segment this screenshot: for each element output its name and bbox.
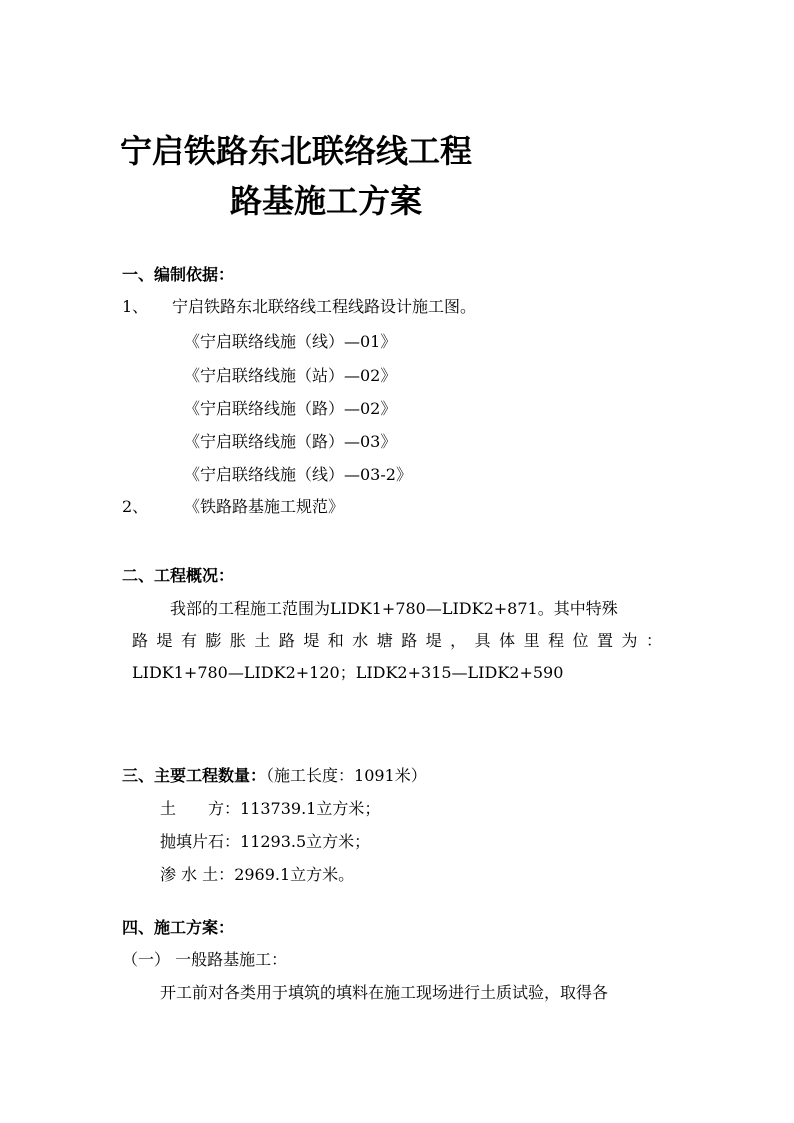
- reference-item: 《宁启联络线施（站）—02》: [184, 366, 397, 385]
- section4-heading: 四、施工方案：: [122, 918, 235, 937]
- section1-item1-number: 1、: [122, 297, 149, 316]
- quantity-row: [160, 796, 380, 819]
- section1-item2-number: 2、: [122, 497, 149, 516]
- section1-heading: 一、编制依据：: [122, 265, 235, 284]
- reference-item: 《宁启联络线施（线）—03-2》: [184, 465, 412, 484]
- section3-heading: 三、主要工程数量：: [122, 766, 267, 785]
- section1-item2-text: 《铁路路基施工规范》: [184, 497, 345, 516]
- quantity-row: [160, 829, 370, 852]
- section3-heading-row: [122, 763, 427, 786]
- doc-title-line2: 路基施工方案: [230, 182, 423, 220]
- quantity-label: 土 方：: [160, 799, 241, 818]
- quantity-value: 2969.1立方米。: [234, 865, 355, 884]
- reference-item: 《宁启联络线施（路）—03》: [184, 432, 397, 451]
- quantity-label: 抛填片石：: [160, 832, 241, 851]
- section4-paragraph: 开工前对各类用于填筑的填料在施工现场进行土质试验，取得各: [160, 983, 609, 1002]
- section1-item1-text: 宁启铁路东北联络线工程线路设计施工图。: [172, 297, 477, 316]
- section2-line1: 我部的工程施工范围为LIDK1+780—LIDK2+871。其中特殊: [170, 599, 618, 618]
- reference-item: 《宁启联络线施（线）—01》: [184, 332, 397, 351]
- section2-line3: LIDK1+780—LIDK2+120；LIDK2+315—LIDK2+590: [132, 663, 564, 682]
- section2-line2: 路堤有膨胀土路堤和水塘路堤，具体里程位置为：: [132, 631, 662, 650]
- reference-item: 《宁启联络线施（路）—02》: [184, 399, 397, 418]
- section4-subheading: （一） 一般路基施工：: [122, 950, 288, 969]
- quantity-value: 11293.5立方米；: [240, 832, 371, 851]
- doc-title-line1: 宁启铁路东北联络线工程: [120, 132, 473, 170]
- quantity-value: 113739.1立方米；: [240, 799, 381, 818]
- section2-heading: 二、工程概况：: [122, 566, 235, 585]
- quantity-label: 渗 水 土：: [160, 865, 235, 884]
- quantity-row: [160, 862, 354, 885]
- section3-heading-note: （施工长度：1091米）: [266, 766, 427, 785]
